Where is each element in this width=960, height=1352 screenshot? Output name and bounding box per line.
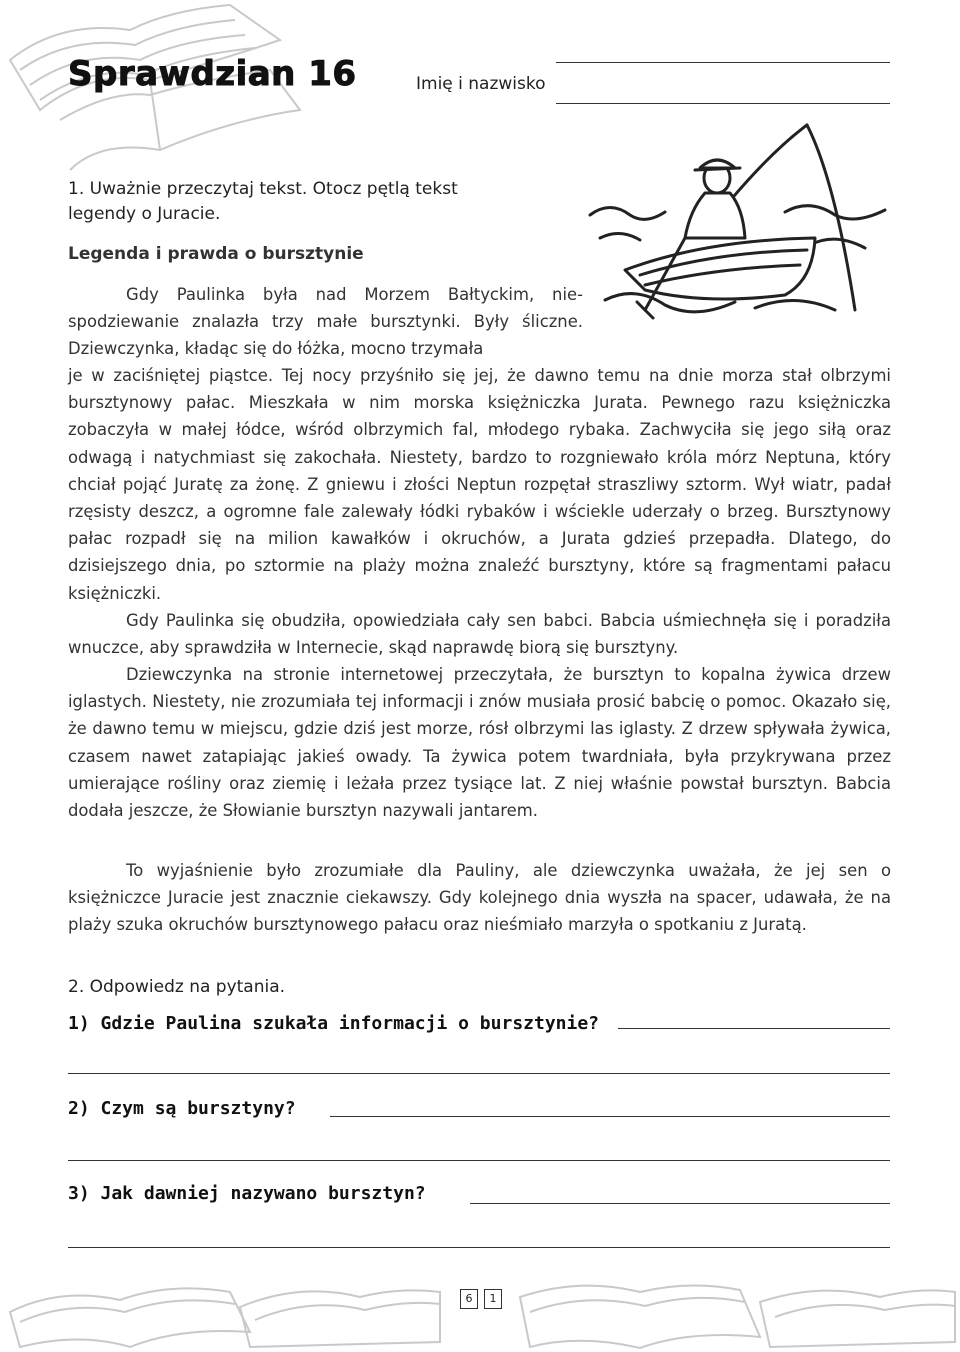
question-2: 2) Czym są bursztyny? (68, 1098, 296, 1119)
answer-2-line-b[interactable] (68, 1160, 890, 1161)
answer-1-line-b[interactable] (68, 1073, 890, 1074)
answer-2-line-a[interactable] (330, 1116, 890, 1117)
name-field-label: Imię i nazwisko (416, 74, 546, 94)
page-number-digit-1: 6 (460, 1289, 478, 1309)
story-title: Legenda i prawda o bursztynie (68, 244, 364, 264)
answer-1-line-a[interactable] (618, 1028, 890, 1029)
story-paragraph-1-narrow: Gdy Paulinka była nad Morzem Bałtyckim, nie-spodziewanie znalazła trzy małe bursztynki. Były śliczne. Dziewczynka, kładąc się do łóżka, mocno trzymała (68, 285, 583, 359)
story-paragraph-2: Gdy Paulinka się obudziła, opowiedziała cały sen babci. Babcia uśmiechnęła się i poradziła wnuczce, aby sprawdziła w Internecie, skąd naprawdę biorą się bursztyny. (68, 611, 891, 658)
name-line-1[interactable] (556, 62, 890, 63)
question-3: 3) Jak dawniej nazywano bursztyn? (68, 1183, 426, 1204)
story-paragraph-3: Dziewczynka na stronie internetowej przeczytała, że bursztyn to kopalna żywica drzew iglastych. Niestety, nie zrozumiała tej informacji i znów musiała prosić babcię o pomoc. Okazało się, że dawno temu w miejscu, gdzie dziś jest morze, rósł olbrzymi las iglasty. Z drzew spływała żywica, czasem nawet zatapiając jakieś owady. Ta żywica potem twardniała, była przykrywana przez umierające rośliny oraz ziemię i leżała przez tysiące lat. Z niej właśnie powstał bursztyn. Babcia dodała jeszcze, że Słowianie bursztyn nazywali jantarem. (68, 665, 891, 821)
task2-instruction: 2. Odpowiedz na pytania. (68, 977, 286, 997)
page-number-digit-2: 1 (484, 1289, 502, 1309)
question-1: 1) Gdzie Paulina szukała informacji o bursztynie? (68, 1013, 600, 1034)
task1-instruction-line1: 1. Uważnie przeczytaj tekst. Otocz pętlą tekst (68, 179, 458, 199)
answer-3-line-b[interactable] (68, 1247, 890, 1248)
name-line-2[interactable] (556, 103, 890, 104)
fisherman-boat-illustration (585, 120, 895, 340)
books-footer-decoration-icon (0, 1262, 960, 1352)
page-title: Sprawdzian 16 (68, 54, 357, 94)
answer-3-line-a[interactable] (470, 1203, 890, 1204)
story-paragraph-1-wide: je w zaciśniętej piąstce. Tej nocy przyśniło się jej, że dawno temu na dnie morza stał olbrzymi bursztynowy pałac. Mieszkała w nim morska księżniczka Jurata. Pewnego razu księżniczka zobaczyła w małej łódce, wśród olbrzymich fal, młodego rybaka. Zachwyciła się jego siłą oraz odwagą i natychmiast się zakochała. Niestety, bardzo to rozgniewało króla mórz Neptuna, który chciał pojąć Juratę za żonę. Z gniewu i złości Neptun rozpętał straszliwy sztorm. Wył wiatr, padał rzęsisty deszcz, a ogromne fale zalewały łódki rybaków i wściekle uderzały o brzeg. Bursztynowy pałac rozpadł się na milion kawałków i okruchów, a Jurata gdzieś przepadła. Dlatego, do dzisiejszego dnia, po sztormie na plaży można znaleźć bursztyny, które są fragmentami pałacu księżniczki. (68, 366, 891, 603)
task1-instruction-line2: legendy o Juracie. (68, 204, 221, 224)
story-paragraph-4: To wyjaśnienie było zrozumiałe dla Pauliny, ale dziewczynka uważała, że jej sen o księżniczce Juracie jest znacznie ciekawszy. Gdy kolejnego dnia wyszła na spacer, udawała, że na plaży szuka okruchów bursztynowego pałacu oraz nieśmiało marzyła o spotkaniu z Juratą. (68, 861, 891, 935)
